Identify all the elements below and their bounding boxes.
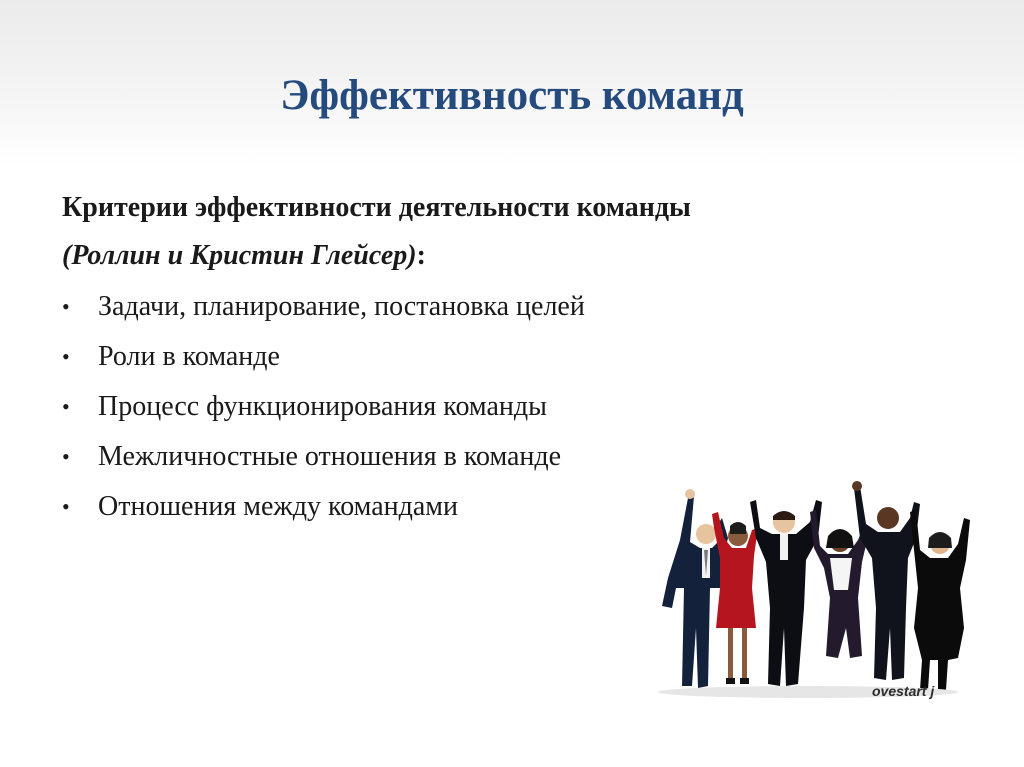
list-item <box>62 332 962 382</box>
celebrating-team-illustration <box>648 478 978 710</box>
bullet-icon: • <box>62 294 70 319</box>
team-member-figure <box>750 500 822 686</box>
list-item <box>62 282 962 332</box>
team-member-figure <box>910 510 970 690</box>
authors-citation: (Роллин и Кристин Глейсер) <box>62 240 417 271</box>
list-item-text: Роли в команде <box>98 341 280 372</box>
list-item <box>62 382 962 432</box>
list-item-text: Процесс функционирования команды <box>98 391 547 422</box>
team-member-figure <box>712 512 758 684</box>
bullet-icon: • <box>62 494 70 519</box>
criteria-heading: Критерии эффективности деятельности команды <box>62 192 691 223</box>
list-item-text: Отношения между командами <box>98 491 458 522</box>
list-item-text: Межличностные отношения в команде <box>98 441 562 472</box>
illustration-watermark: ovestart j <box>872 683 935 699</box>
list-item <box>62 432 962 482</box>
team-member-figure <box>852 481 920 680</box>
bullet-icon: • <box>62 344 70 369</box>
bullet-icon: • <box>62 394 70 419</box>
authors-colon: : <box>416 240 426 271</box>
bullet-icon: • <box>62 444 70 469</box>
list-item-text: Задачи, планирование, постановка целей <box>98 291 585 322</box>
slide-title: Эффективность команд <box>280 72 744 119</box>
authors-line <box>62 232 962 280</box>
